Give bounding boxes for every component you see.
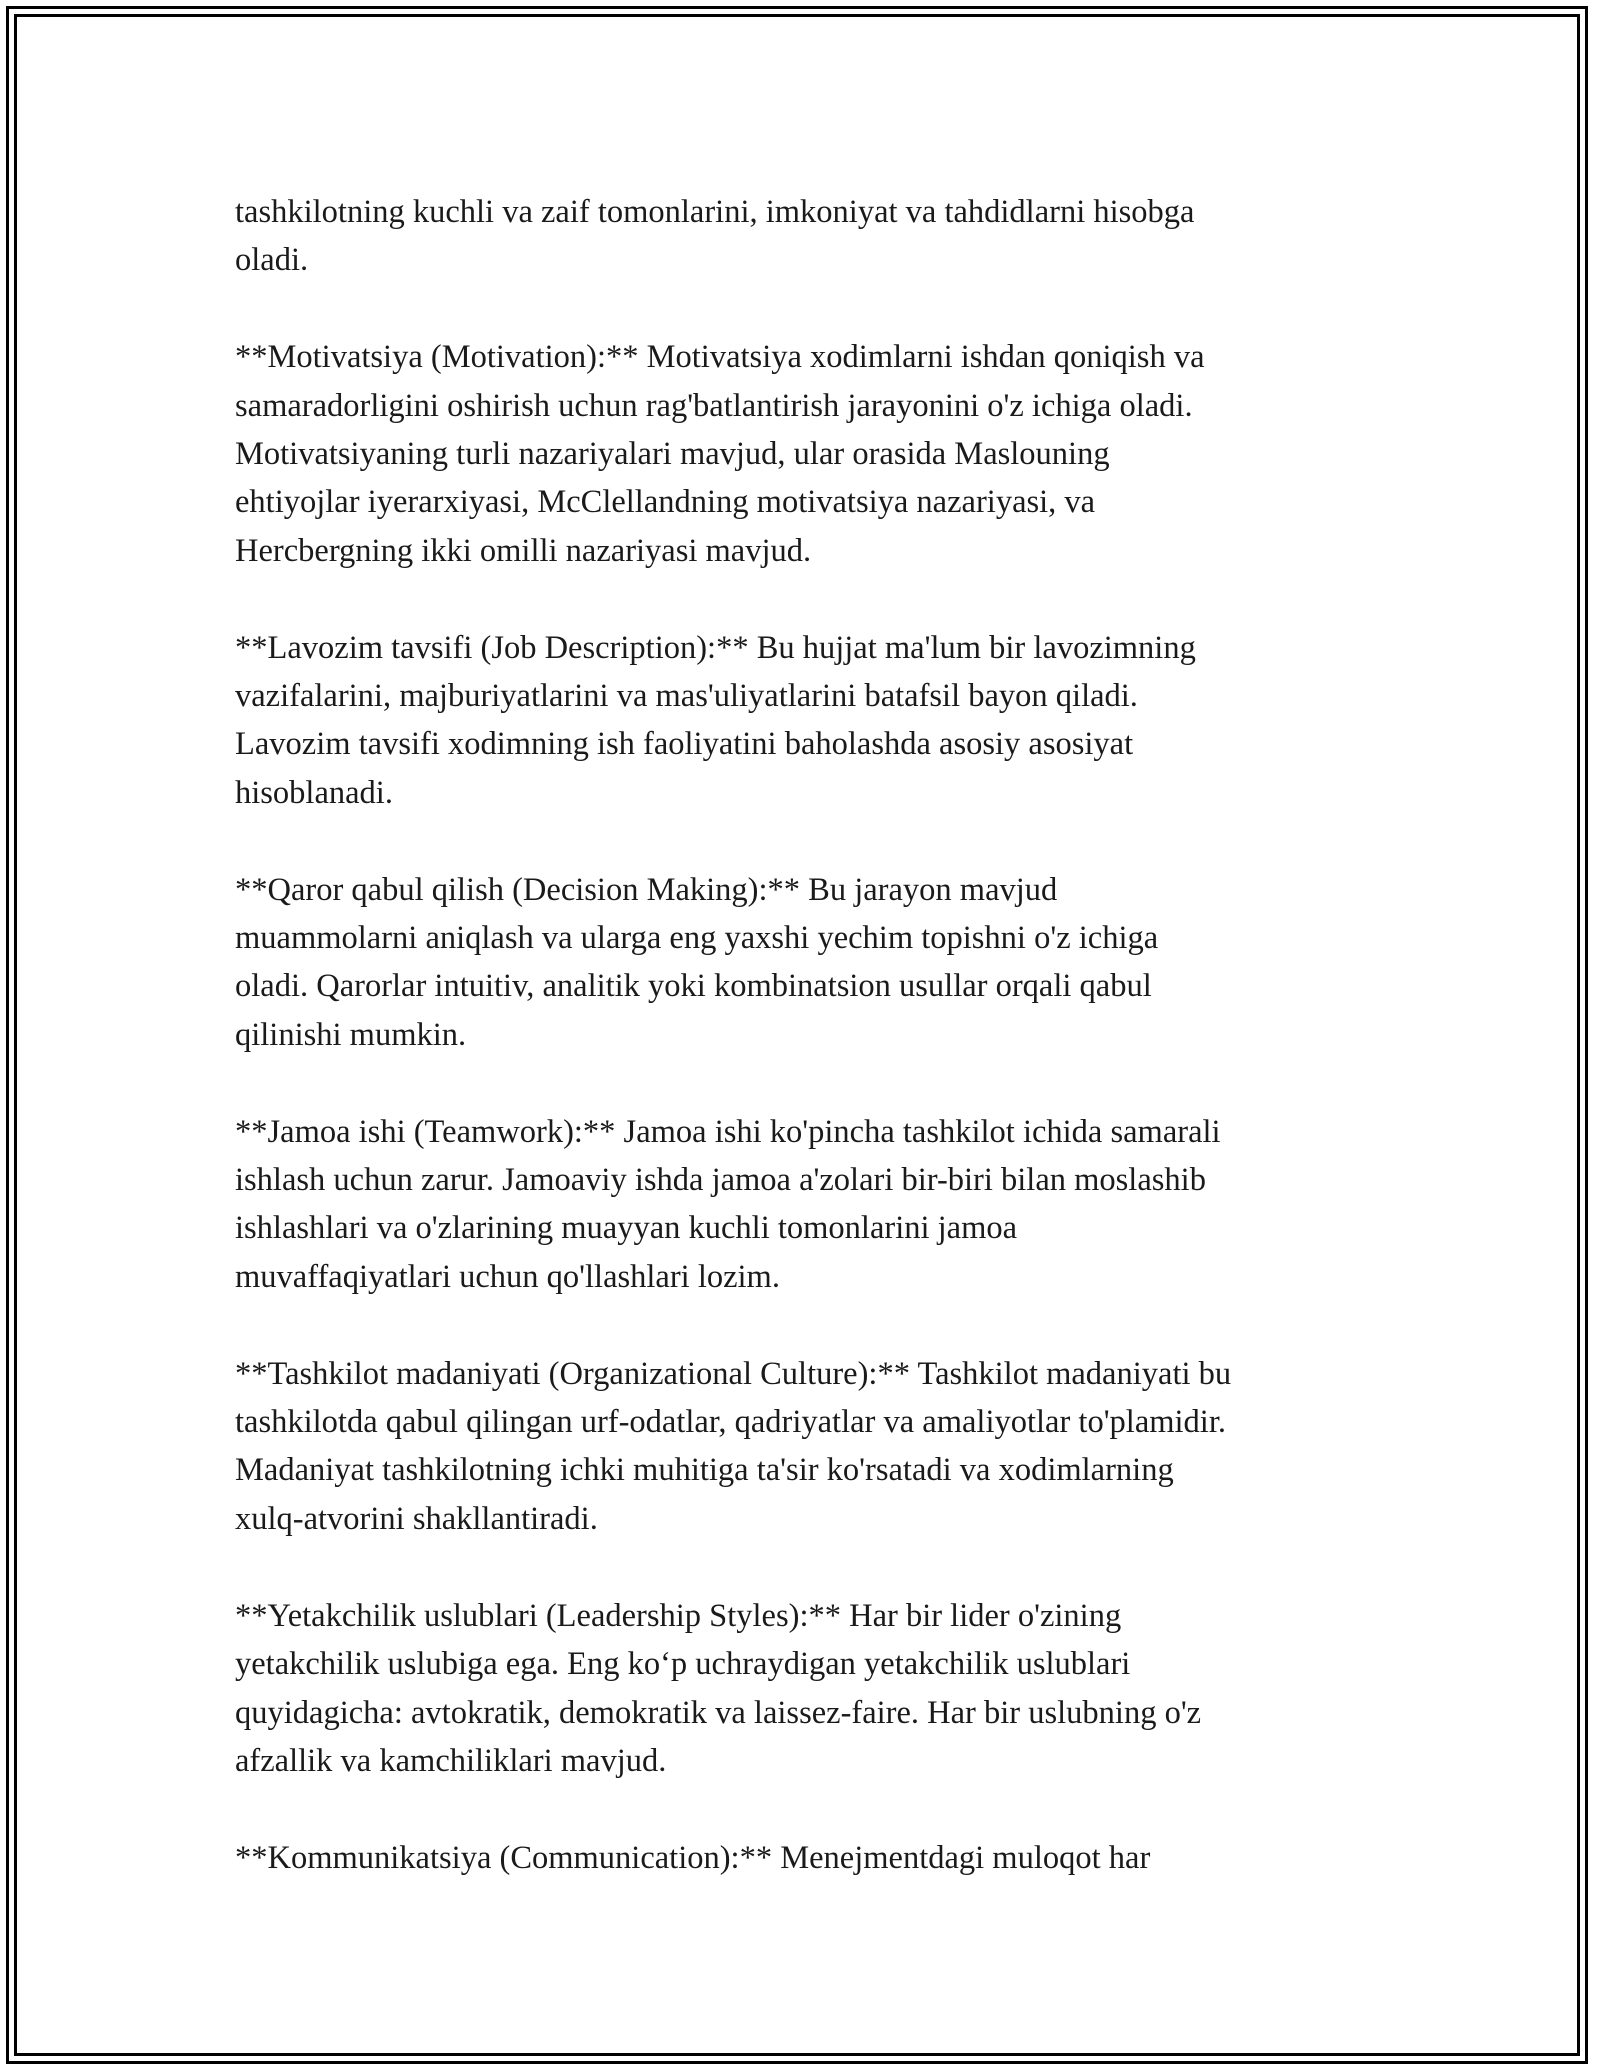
paragraph-motivation: **Motivatsiya (Motivation):** Motivatsiya xodimlarni ishdan qoniqish va samaradorligini oshirish uchun rag'batlantirish jarayonini o'z ichiga oladi. Motivatsiyaning turli nazariyalari mavjud, ular orasida Maslouning ehtiyojlar iyerarxiyasi, McClellandning motivatsiya nazariyasi, va Hercbergning ikki omilli nazariyasi mavjud. <box>235 339 1205 569</box>
paragraph-communication: **Kommunikatsiya (Communication):** Menejmentdagi muloqot har <box>235 1839 1151 1876</box>
paragraph-organizational-culture: **Tashkilot madaniyati (Organizational Culture):** Tashkilot madaniyati bu tashkilotda qabul qilingan urf-odatlar, qadriyatlar va amaliyotlar to'plamidir. Madaniyat tashkilotning ichki muhitiga ta'sir ko'rsatadi va xodimlarning xulq-atvorini shakllantiradi. <box>235 1355 1232 1537</box>
paragraph-decision-making: **Qaror qabul qilish (Decision Making):** Bu jarayon mavjud muammolarni aniqlash va ularga eng yaxshi yechim topishni o'z ichiga oladi. Qarorlar intuitiv, analitik yoki kombinatsion usullar orqali qabul qilinishi mumkin. <box>235 871 1159 1053</box>
paragraph-swot-continuation: tashkilotning kuchli va zaif tomonlarini, imkoniyat va tahdidlarni hisobga oladi. <box>235 194 1195 279</box>
paragraph-job-description: **Lavozim tavsifi (Job Description):** Bu hujjat ma'lum bir lavozimning vazifalarini, majburiyatlarini va mas'uliyatlarini batafsil bayon qiladi. Lavozim tavsifi xodimning ish faoliyatini baholashda asosiy asosiyat hisoblanadi. <box>235 629 1196 811</box>
document-body <box>235 188 1375 1931</box>
paragraph-leadership-styles: **Yetakchilik uslublari (Leadership Styles):** Har bir lider o'zining yetakchilik uslubiga ega. Eng ko‘p uchraydigan yetakchilik uslublari quyidagicha: avtokratik, demokratik va laissez-faire. Har bir uslubning o'z afzallik va kamchiliklari mavjud. <box>235 1597 1202 1779</box>
paragraph-teamwork: **Jamoa ishi (Teamwork):** Jamoa ishi ko'pincha tashkilot ichida samarali ishlash uchun zarur. Jamoaviy ishda jamoa a'zolari bir-biri bilan moslashib ishlashlari va o'zlarining muayyan kuchli tomonlarini jamoa muvaffaqiyatlari uchun qo'llashlari lozim. <box>235 1113 1221 1295</box>
